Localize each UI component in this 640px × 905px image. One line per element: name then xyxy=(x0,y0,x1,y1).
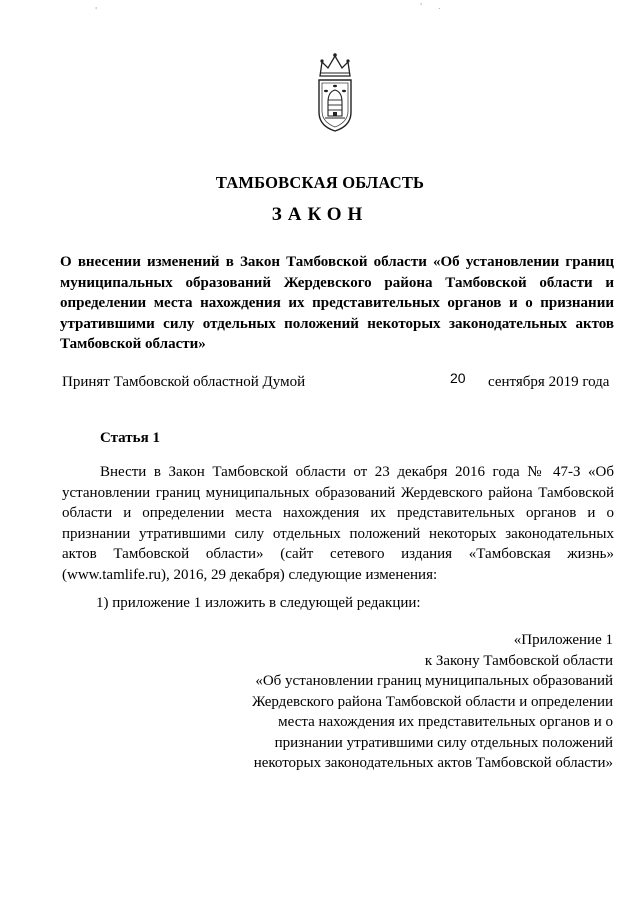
appendix-line: «Об установлении границ муниципальных образований xyxy=(255,673,613,689)
scan-mark: ' xyxy=(420,2,423,11)
document-type-title: ЗАКОН xyxy=(271,204,369,225)
article-paragraph: Внести в Закон Тамбовской области от 23 декабря 2016 года № 47-З «Об установлении границ муниципальных образований Жердевского района Тамбовской области и определении места нахождения их представительных органов и о признании утратившими силу отдельных положений некоторых законодательных актов Тамбовской области» (сайт сетевого издания «Тамбовская жизнь» (www.tamlife.ru), 2016, 29 декабря) следующие изменения: xyxy=(62,464,614,583)
appendix-line: «Приложение 1 xyxy=(513,632,613,648)
appendix-line: к Закону Тамбовской области xyxy=(424,652,613,669)
scan-mark: . xyxy=(438,2,441,11)
appendix-line: Жердевского района Тамбовской области и определении xyxy=(252,693,613,710)
adoption-text: Принят Тамбовской областной Думой xyxy=(62,374,306,390)
law-subject-title: О внесении изменений в Закон Тамбовской области «Об установлении границ муниципальных образований Жердевского района Тамбовской области и определении места нахождения их представительных органов и о признании утратившими силу отдельных положений некоторых законодательных актов Тамбовской области» xyxy=(60,254,614,352)
coat-of-arms-emblem xyxy=(312,50,358,134)
appendix-line: места нахождения их представительных органов и о xyxy=(278,714,613,730)
appendix-line: некоторых законодательных актов Тамбовской области» xyxy=(253,755,613,771)
scan-mark: ' xyxy=(95,6,98,15)
appendix-line: признании утратившими силу отдельных положений xyxy=(274,734,613,751)
article-heading: Статья 1 xyxy=(100,430,160,446)
adoption-day: 20 xyxy=(450,370,466,386)
article-item-1: 1) приложение 1 изложить в следующей редакции: xyxy=(96,595,421,611)
region-title: ТАМБОВСКАЯ ОБЛАСТЬ xyxy=(215,173,425,192)
adoption-month-year: сентября 2019 года xyxy=(488,374,610,390)
appendix-caption xyxy=(193,630,613,774)
